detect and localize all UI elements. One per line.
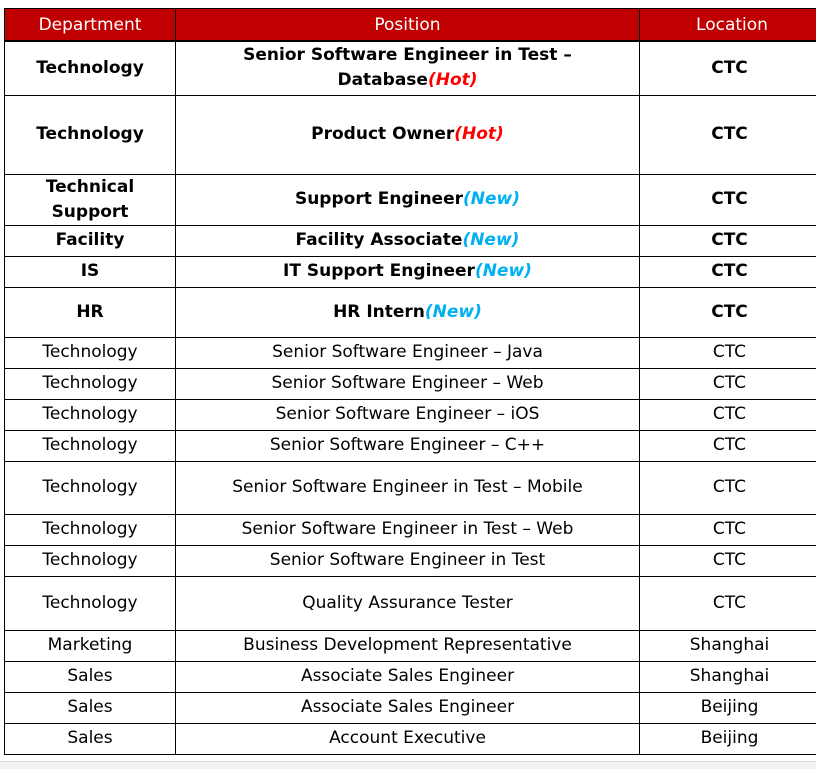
table-row [5,514,816,545]
location-cell [640,661,816,692]
position-cell [176,723,640,754]
location-text: CTC [652,402,807,427]
department-cell: HR [5,287,176,337]
hot-tag: (Hot) [454,124,504,144]
department-cell: Technology [5,337,176,368]
location-cell [640,545,816,576]
position-title: Associate Sales Engineer [301,666,514,686]
position-cell [176,461,640,514]
position-cell [176,545,640,576]
new-tag: (New) [462,230,519,250]
job-listings-table [4,8,816,755]
location-cell [640,95,816,174]
position-title: Product Owner [311,124,454,144]
position-title: Senior Software Engineer in Test [270,550,545,570]
position-title: Senior Software Engineer – C++ [270,435,545,455]
table-body [5,41,816,754]
table-row [5,576,816,630]
location-cell [640,430,816,461]
location-cell [640,576,816,630]
position-cell [176,256,640,287]
position-cell [176,630,640,661]
position-title: Senior Software Engineer in Test – Database [243,45,572,90]
table-row [5,399,816,430]
department-cell: Technology [5,368,176,399]
table-row [5,692,816,723]
position-cell [176,41,640,95]
department-cell: Technology [5,514,176,545]
table-header [5,9,816,42]
location-text: CTC [652,300,807,325]
position-title: Senior Software Engineer – Java [272,342,543,362]
position-cell [176,95,640,174]
position-title: HR Intern [333,302,425,322]
location-text: Beijing [652,695,807,720]
position-cell [176,576,640,630]
position-title: Account Executive [329,728,486,748]
position-title: IT Support Engineer [283,261,475,281]
department-cell: Technology [5,399,176,430]
location-text: Shanghai [652,633,807,658]
table-row [5,545,816,576]
position-title: Associate Sales Engineer [301,697,514,717]
location-text: CTC [652,433,807,458]
location-text: CTC [652,340,807,365]
table-row [5,430,816,461]
department-column-header: Department [5,9,176,42]
location-cell [640,256,816,287]
location-text: CTC [652,475,807,500]
position-title: Senior Software Engineer in Test – Web [242,519,574,539]
new-tag: (New) [425,302,482,322]
position-title: Quality Assurance Tester [302,593,513,613]
table-row [5,723,816,754]
location-cell [640,514,816,545]
table-row [5,95,816,174]
department-cell: Technology [5,95,176,174]
position-title: Business Development Representative [243,635,572,655]
table-row [5,630,816,661]
table-row [5,287,816,337]
table-row [5,174,816,225]
location-text: Shanghai [652,664,807,689]
position-title: Senior Software Engineer – Web [272,373,544,393]
location-text: CTC [652,591,807,616]
department-cell: Marketing [5,630,176,661]
location-text: CTC [652,56,807,81]
position-cell [176,225,640,256]
table-row [5,41,816,95]
location-text: Beijing [652,726,807,751]
department-cell: Technology [5,41,176,95]
location-cell [640,723,816,754]
table-row [5,461,816,514]
position-cell [176,174,640,225]
department-cell: Technology [5,576,176,630]
location-text: CTC [652,371,807,396]
new-tag: (New) [475,261,532,281]
location-cell [640,337,816,368]
location-text: CTC [652,548,807,573]
department-cell: Technical Support [5,174,176,225]
table-row [5,256,816,287]
location-cell [640,225,816,256]
department-cell: Sales [5,723,176,754]
location-cell [640,461,816,514]
department-cell: Technology [5,461,176,514]
department-cell: Technology [5,545,176,576]
new-tag: (New) [463,189,520,209]
location-cell [640,630,816,661]
position-cell [176,514,640,545]
table-row [5,225,816,256]
position-cell [176,430,640,461]
position-cell [176,399,640,430]
location-cell [640,368,816,399]
location-cell [640,692,816,723]
location-cell [640,174,816,225]
location-column-header: Location [640,9,816,42]
location-cell [640,399,816,430]
department-cell: Facility [5,225,176,256]
table-row [5,337,816,368]
location-text: CTC [652,122,807,147]
position-cell [176,661,640,692]
position-title: Senior Software Engineer in Test – Mobile [232,477,582,497]
table-row [5,661,816,692]
position-cell [176,692,640,723]
department-cell: Sales [5,661,176,692]
position-column-header: Position [176,9,640,42]
location-text: CTC [652,259,807,284]
location-text: CTC [652,187,807,212]
position-cell [176,368,640,399]
location-text: CTC [652,517,807,542]
department-cell: Sales [5,692,176,723]
hot-tag: (Hot) [428,70,478,90]
position-title: Senior Software Engineer – iOS [276,404,540,424]
position-cell [176,337,640,368]
location-cell [640,41,816,95]
location-text: CTC [652,228,807,253]
header-row [5,9,816,42]
position-title: Facility Associate [296,230,463,250]
table-row [5,368,816,399]
location-cell [640,287,816,337]
position-title: Support Engineer [295,189,463,209]
department-cell: IS [5,256,176,287]
department-cell: Technology [5,430,176,461]
position-cell [176,287,640,337]
